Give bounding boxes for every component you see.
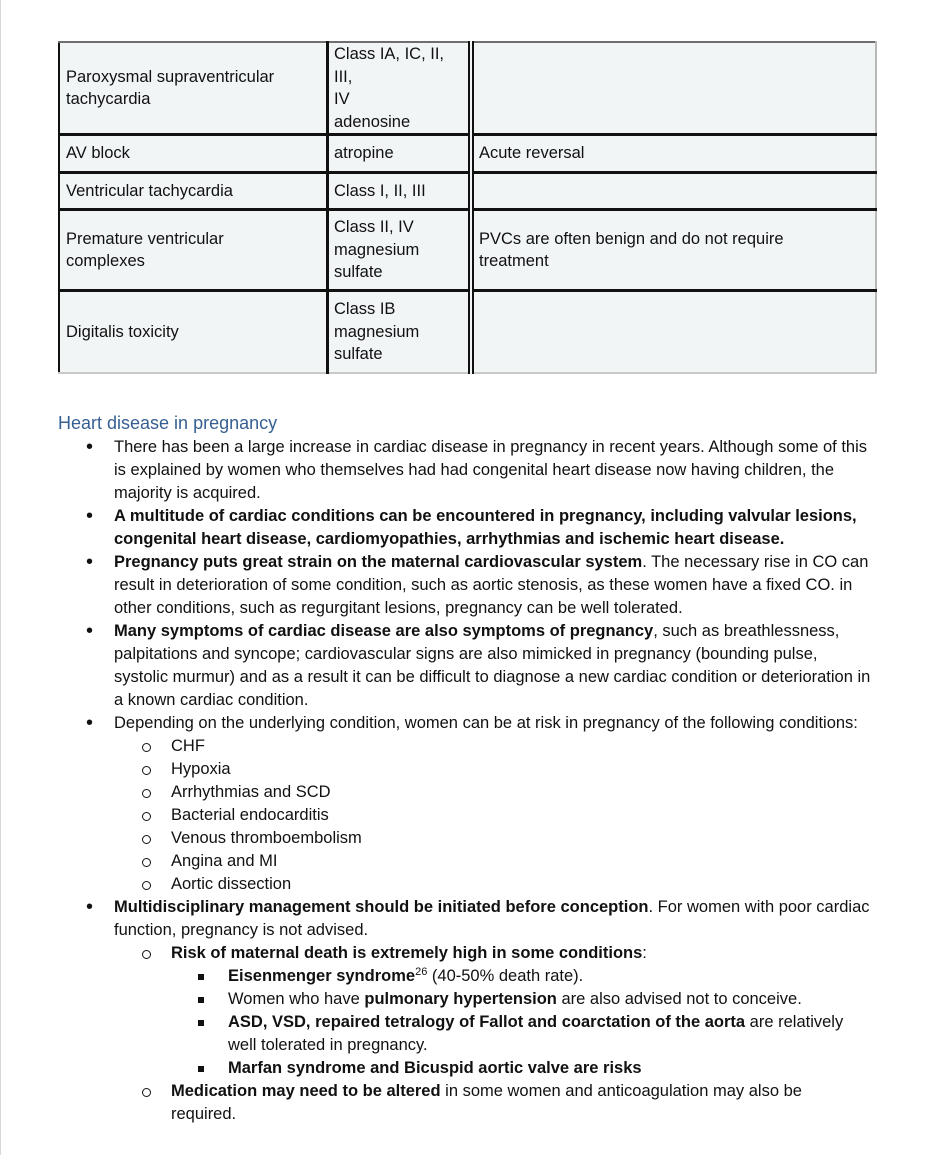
item-text: (40-50% death rate). [427, 967, 584, 985]
bullet-icon: • [86, 620, 94, 642]
drug-cell [328, 42, 472, 135]
item-text-bold: Pregnancy puts great strain on the maternal cardiovascular system [114, 553, 643, 571]
item-text-bold: Marfan syndrome and Bicuspid aortic valve are risks [228, 1059, 642, 1077]
item-text: Hypoxia [171, 760, 231, 778]
item-text: are also advised not to conceive. [556, 990, 802, 1008]
sub-list-item [0, 942, 871, 965]
square-bullet-icon [198, 1057, 204, 1080]
item-text-bold: Medication may need to be altered [171, 1082, 441, 1100]
sub-sub-list-item [0, 1057, 868, 1080]
item-text: CHF [171, 737, 205, 755]
cell-line: Premature ventricular [66, 229, 224, 248]
item-text-bold: A multitude of cardiac conditions can be encountered in pregnancy, including valvular lesions, congenital heart disease, cardiomyopathies, arrhythmias and ischemic heart disease. [114, 507, 857, 548]
sub-list-item [0, 781, 871, 804]
condition-cell: AV block [59, 135, 328, 173]
item-text-bold: Many symptoms of cardiac disease are also symptoms of pregnancy [114, 622, 654, 640]
item-text: Angina and MI [171, 852, 278, 870]
notes-cell [471, 173, 876, 210]
cell-line: Paroxysmal supraventricular [66, 67, 275, 86]
item-text: Depending on the underlying condition, women can be at risk in pregnancy of the following conditions: [114, 714, 858, 732]
square-bullet-icon [198, 965, 204, 988]
item-text-bold: Multidisciplinary management should be initiated before conception [114, 898, 649, 916]
notes-cell [471, 210, 876, 291]
item-text: Aortic dissection [171, 875, 292, 893]
table-row [59, 173, 876, 210]
square-bullet-icon [198, 988, 204, 1011]
drug-cell: Class I, II, III [328, 173, 472, 210]
antiarrhythmic-table [58, 41, 877, 374]
circle-bullet-icon [142, 874, 151, 897]
cell-line: magnesium [334, 240, 420, 259]
list-item [0, 620, 874, 712]
condition-cell [59, 42, 328, 135]
sub-list-item [0, 758, 871, 781]
cell-line: tachycardia [66, 90, 151, 108]
condition-cell [59, 210, 328, 291]
list-item [0, 896, 874, 942]
sub-sub-list-item [0, 988, 868, 1011]
item-text: in some women and anticoagulation may also be required. [171, 1082, 802, 1123]
bullet-icon: • [86, 712, 94, 734]
item-text: Venous thromboembolism [171, 829, 362, 847]
drug-cell [328, 291, 472, 374]
item-text: , such as breathlessness, palpitations and syncope; cardiovascular signs are also mimicked in pregnancy (bounding pulse, systolic murmur) and as a result it can be difficult to diagnose a new cardiac condition or deterioration in a known cardiac condition. [114, 622, 871, 709]
item-text: . For women with poor cardiac function, pregnancy is not advised. [114, 898, 870, 939]
sub-list-item [0, 1080, 871, 1126]
list-item [0, 505, 874, 551]
item-text-bold: Eisenmenger syndrome [228, 967, 416, 985]
item-text-bold: Risk of maternal death is extremely high in some conditions [171, 944, 643, 962]
cell-line: adenosine [334, 112, 411, 131]
bullet-icon: • [86, 896, 94, 918]
sub-list-item [0, 850, 871, 873]
condition-cell: Digitalis toxicity [59, 291, 328, 374]
notes-cell [471, 42, 876, 135]
item-text: Bacterial endocarditis [171, 806, 329, 824]
sub-sub-list-item [0, 1011, 868, 1057]
circle-bullet-icon [142, 943, 151, 966]
cell-line: sulfate [334, 345, 383, 364]
cell-line: IV [334, 90, 350, 108]
cell-line: sulfate [334, 263, 383, 282]
item-text: Women who have [228, 990, 365, 1008]
section-heading: Heart disease in pregnancy [58, 413, 278, 433]
table-row [59, 291, 876, 374]
item-text-bold: pulmonary hypertension [364, 990, 557, 1008]
circle-bullet-icon [142, 759, 151, 782]
list-item [0, 436, 874, 505]
cell-line: Class II, IV [334, 218, 414, 237]
bullet-icon: • [86, 436, 94, 458]
notes-cell: Acute reversal [471, 135, 876, 173]
sub-list-item [0, 735, 871, 758]
circle-bullet-icon [142, 736, 151, 759]
circle-bullet-icon [142, 828, 151, 851]
square-bullet-icon [198, 1011, 204, 1034]
drug-cell: atropine [328, 135, 472, 173]
cell-line: treatment [479, 252, 549, 270]
cell-line: Class IB [334, 300, 396, 319]
circle-bullet-icon [142, 782, 151, 805]
cell-line: magnesium [334, 322, 420, 341]
cell-line: complexes [66, 252, 145, 270]
cell-line: PVCs are often benign and do not require [479, 229, 784, 248]
bullet-icon: • [86, 505, 94, 527]
item-text: : [642, 944, 647, 962]
table-row [59, 135, 876, 173]
table-row [59, 210, 876, 291]
circle-bullet-icon [142, 805, 151, 828]
item-text: Arrhythmias and SCD [171, 783, 331, 801]
list-item [0, 551, 874, 620]
circle-bullet-icon [142, 1081, 151, 1104]
item-text: . The necessary rise in CO can result in deterioration of some condition, such as aortic stenosis, as these women have a fixed CO. in other conditions, such as regurgitant lesions, pregnancy can be well tolerated. [114, 553, 869, 617]
footnote-ref: 26 [415, 966, 428, 978]
notes-cell [471, 291, 876, 374]
cell-line: Class IA, IC, II, III, [334, 45, 445, 86]
item-text: There has been a large increase in cardiac disease in pregnancy in recent years. Although some of this is explained by women who themselves had had congenital heart disease now having children, the majority is acquired. [114, 438, 868, 502]
condition-cell: Ventricular tachycardia [59, 173, 328, 210]
section-content [0, 436, 933, 1126]
sub-list-item [0, 873, 871, 896]
sub-sub-list-item [0, 965, 868, 988]
bullet-icon: • [86, 551, 94, 573]
item-text-bold: ASD, VSD, repaired tetralogy of Fallot and coarctation of the aorta [228, 1013, 746, 1031]
table-row [59, 42, 876, 135]
circle-bullet-icon [142, 851, 151, 874]
drug-cell [328, 210, 472, 291]
sub-list-item [0, 827, 871, 850]
item-text: are relatively well tolerated in pregnancy. [228, 1013, 844, 1054]
sub-list-item [0, 804, 871, 827]
list-item [0, 712, 874, 735]
